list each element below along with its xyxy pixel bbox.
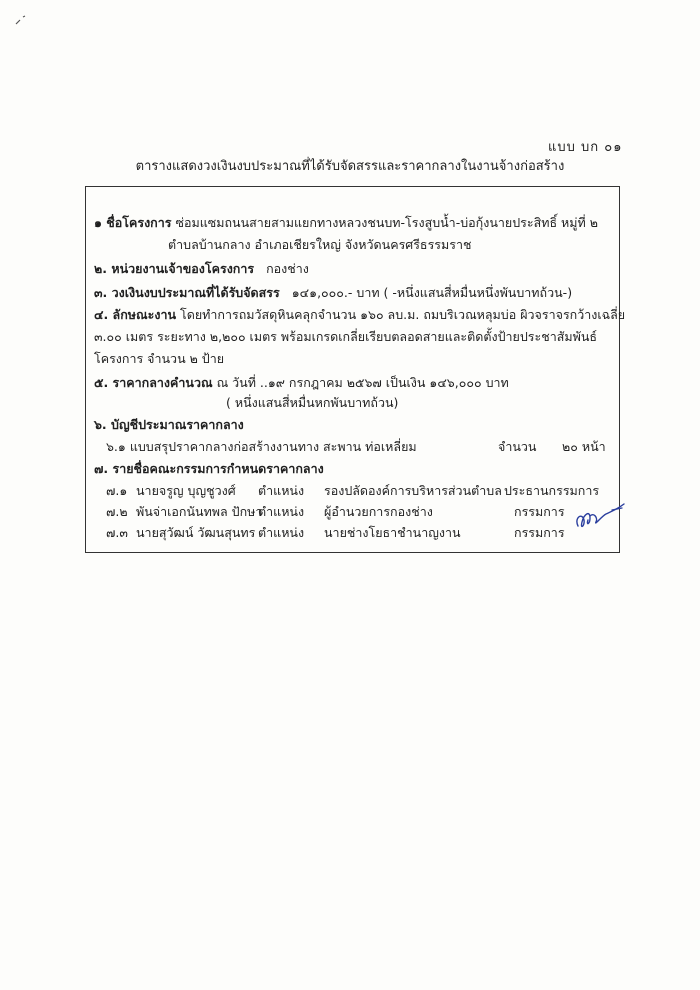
item4-label: ๔. ลักษณะงาน: [94, 307, 177, 322]
page-title: ตารางแสดงวงเงินงบประมาณที่ได้รับจัดสรรและราคากลางในงานจ้างก่อสร้าง: [135, 159, 565, 174]
member-name: นายจรูญ บุญชูวงศ์: [136, 483, 236, 498]
handwritten-signature: [572, 496, 628, 534]
member-no: ๗.๓: [106, 525, 128, 540]
item-project-name: [94, 213, 598, 233]
item-median-price: [94, 373, 509, 393]
item1-line1: ซ่อมแซมถนนสายสามแยกทางหลวงชนบท-โรงสูบน้ำ-บ่อกุ้งนายประสิทธิ์ หมู่ที่ ๒: [175, 215, 598, 230]
form-code: แบบ บก ๐๑: [548, 140, 623, 155]
item6-sub-text: ๖.๑ แบบสรุปราคากลางก่อสร้างงานทาง สะพาน ท่อเหลี่ยม: [106, 439, 417, 454]
member-name: พันจ่าเอกนันทพล ปักษา: [136, 504, 263, 519]
member-role: ประธานกรรมการ: [504, 483, 600, 498]
member-position: รองปลัดองค์การบริหารส่วนตำบล: [324, 483, 502, 498]
item-work-description: [94, 305, 625, 325]
item2-value: กองช่าง: [266, 261, 309, 276]
member-no: ๗.๑: [106, 483, 128, 498]
member-role: กรรมการ: [514, 504, 565, 519]
committee-member-1: [86, 481, 619, 499]
item5-line2: ( หนึ่งแสนสี่หมื่นหกพันบาทถ้วน): [226, 395, 399, 410]
content-frame: [85, 186, 626, 553]
item6-count-value: ๒๐ หน้า: [562, 439, 606, 454]
item6-count-label: จำนวน: [498, 439, 537, 454]
item4-line3: โครงการ จำนวน ๒ ป้าย: [94, 351, 225, 366]
item4-line2: ๓.๐๐ เมตร ระยะทาง ๒,๒๐๐ เมตร พร้อมเกรดเกลี่ยเรียบตลอดสายและติดตั้งป้ายประชาสัมพันธ์: [94, 329, 598, 344]
member-position-label: ตำแหน่ง: [258, 525, 305, 540]
item1-label: ๑ ชื่อโครงการ: [94, 215, 172, 230]
item5-line1: ณ วันที่ ..๑๙ กรกฎาคม ๒๕๖๗ เป็นเงิน ๑๔๖,๐๐๐ บาท: [216, 375, 509, 390]
item6-label: ๖. บัญชีประมาณราคากลาง: [94, 417, 244, 432]
committee-member-2: [86, 502, 619, 520]
item3-label: ๓. วงเงินงบประมาณที่ได้รับจัดสรร: [94, 285, 280, 300]
item7-label: ๗. รายชื่อคณะกรรมการกำหนดราคากลาง: [94, 461, 324, 476]
item-budget: [94, 283, 572, 303]
member-no: ๗.๒: [106, 504, 128, 519]
committee-member-3: [86, 523, 619, 541]
scan-speck-mark: [14, 14, 28, 28]
member-position: ผู้อำนวยการกองช่าง: [324, 504, 433, 519]
member-position: นายช่างโยธาชำนาญงาน: [324, 525, 461, 540]
member-position-label: ตำแหน่ง: [258, 483, 305, 498]
item3-value: ๑๔๑,๐๐๐.- บาท ( -หนึ่งแสนสี่หมื่นหนึ่งพันบาทถ้วน-): [291, 285, 573, 300]
item1-line2: ตำบลบ้านกลาง อำเภอเชียรใหญ่ จังหวัดนครศรีธรรมราช: [168, 237, 472, 252]
item4-line1: โดยทำการถมวัสดุหินคลุกจำนวน ๑๖๐ ลบ.ม. ถมบริเวณหลุมบ่อ ผิวจราจรกว้างเฉลี่ย: [180, 307, 626, 322]
member-role: กรรมการ: [514, 525, 565, 540]
member-name: นายสุวัฒน์ วัฒนสุนทร: [136, 525, 256, 540]
item2-label: ๒. หน่วยงานเจ้าของโครงการ: [94, 261, 255, 276]
item-owner-agency: [94, 259, 309, 279]
item5-label: ๕. ราคากลางคำนวณ: [94, 375, 213, 390]
member-position-label: ตำแหน่ง: [258, 504, 305, 519]
